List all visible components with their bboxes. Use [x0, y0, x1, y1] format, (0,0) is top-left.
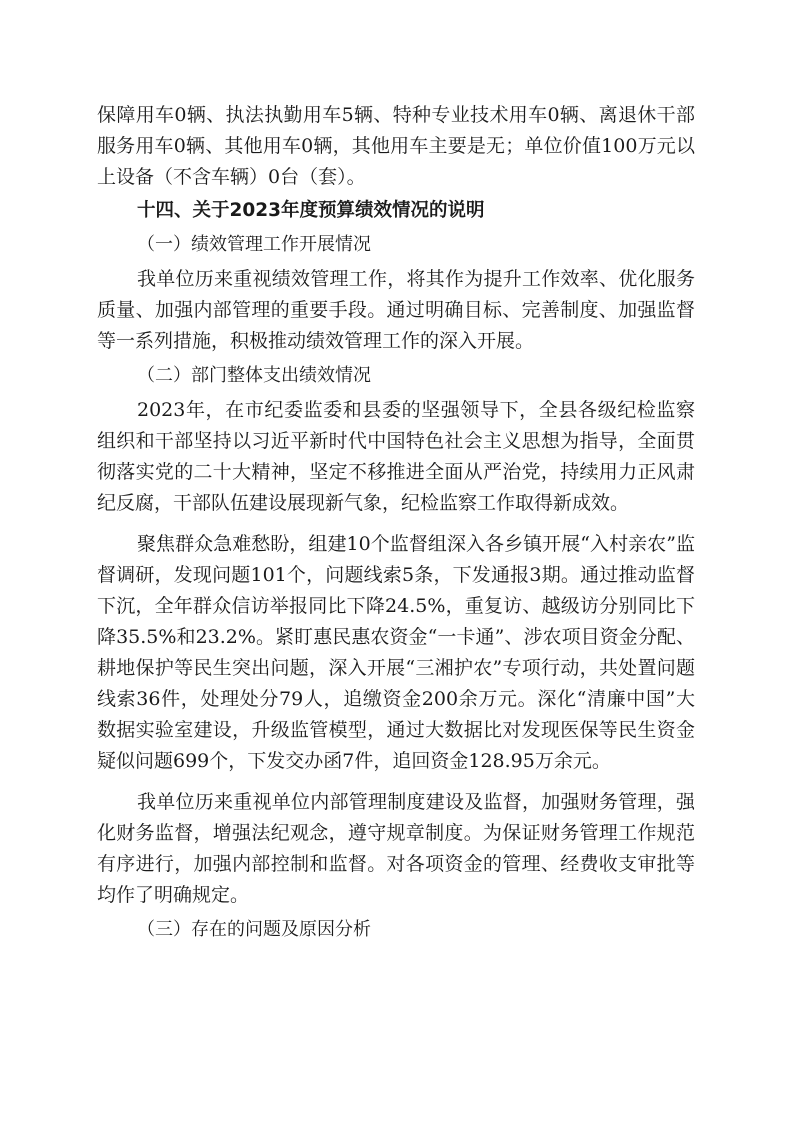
subsection-2-paragraph-1: 2023年，在市纪委监委和县委的坚强领导下，全县各级纪检监察组织和干部坚持以习近平新时代中国特色社会主义思想为指导，全面贯彻落实党的二十大精神，坚定不移推进全面从严治党，持续用力正风肃纪反腐，干部队伍建设展现新气象，纪检监察工作取得新成效。 — [97, 399, 695, 514]
document-body — [97, 100, 695, 949]
subsection-2-paragraph-3: 我单位历来重视单位内部管理制度建设及监督，加强财务管理，强化财务监督，增强法纪观念，遵守规章制度。为保证财务管理工作规范有序进行，加强内部控制和监督。对各项资金的管理、经费收支审批等均作了明确规定。 — [97, 791, 695, 906]
section-14-heading: 十四、关于2023年度预算绩效情况的说明 — [137, 200, 485, 221]
subsection-2-paragraph-2: 聚焦群众急难愁盼，组建10个监督组深入各乡镇开展“入村亲农”监督调研，发现问题101个，问题线索5条，下发通报3期。通过推动监督下沉，全年群众信访举报同比下降24.5%，重复访、越级访分别同比下降35.5%和23.2%。紧盯惠民惠农资金“一卡通”、涉农项目资金分配、耕地保护等民生突出问题，深入开展“三湘护农”专项行动，共处置问题线索36件，处理处分79人，追缴资金200余万元。深化“清廉中国”大数据实验室建设，升级监管模型，通过大数据比对发现医保等民生资金疑似问题699个，下发交办函7件，追回资金128.95万余元。 — [97, 533, 695, 772]
subsection-1-heading: （一）绩效管理工作开展情况 — [137, 234, 371, 255]
subsection-2-heading: （二）部门整体支出绩效情况 — [137, 365, 371, 386]
subsection-1-paragraph: 我单位历来重视绩效管理工作，将其作为提升工作效率、优化服务质量、加强内部管理的重要手段。通过明确目标、完善制度、加强监督等一系列措施，积极推动绩效管理工作的深入开展。 — [97, 268, 695, 352]
subsection-3-heading: （三）存在的问题及原因分析 — [137, 919, 371, 940]
intro-paragraph: 保障用车0辆、执法执勤用车5辆、特种专业技术用车0辆、离退休干部服务用车0辆、其他用车0辆，其他用车主要是无；单位价值100万元以上设备（不含车辆）0台（套）。 — [97, 104, 695, 188]
